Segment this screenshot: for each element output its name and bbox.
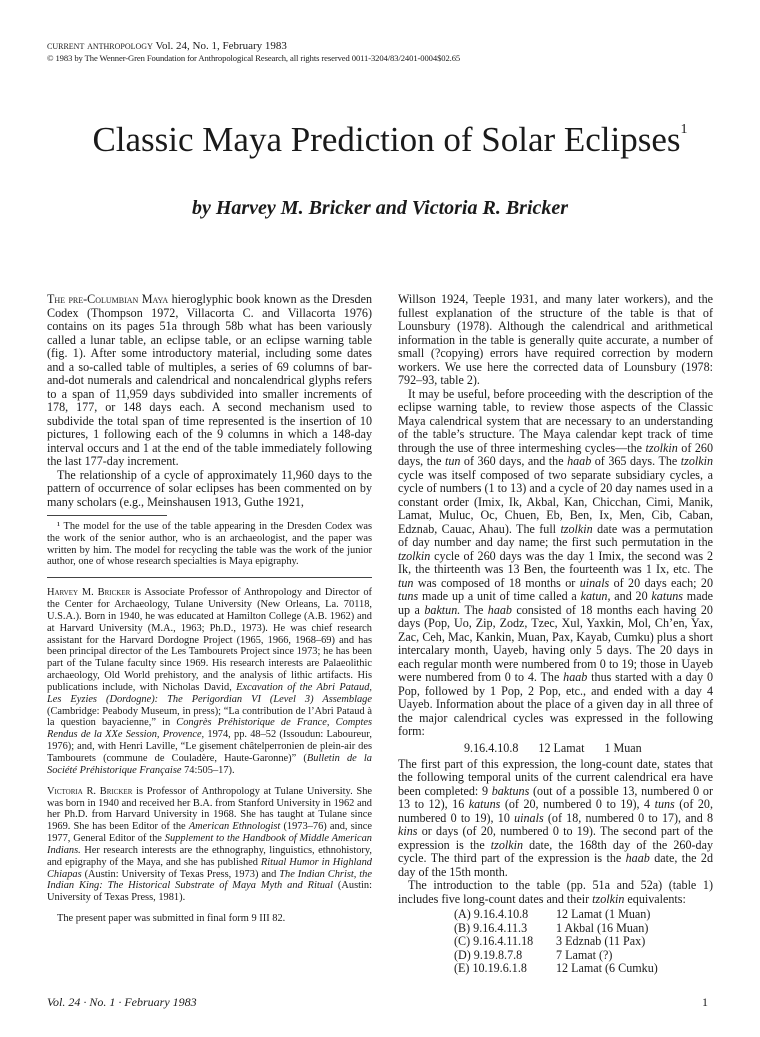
date-label: (C) 9.16.4.11.18 (454, 934, 534, 949)
left-column (47, 293, 372, 925)
date-row (454, 935, 658, 949)
intro-paragraph (47, 293, 372, 469)
footer-issue: Vol. 24 · No. 1 · February 1983 (47, 995, 197, 1009)
right-column (398, 293, 713, 976)
article-byline: by Harvey M. Bricker and Victoria R. Bricker (191, 197, 569, 219)
footnote: ¹ The model for the use of the table appearing in the Dresden Codex was the work of the senior author, who is an archaeologist, and the paper was written by him. The model for recycling the table was the work of the junior author, one of whose research specialties is Maya epigraphy. (47, 521, 372, 568)
date-example (464, 741, 713, 755)
article-title-text: Classic Maya Prediction of Solar Eclipses (92, 120, 681, 159)
example-haab: 1 Muan (604, 740, 642, 755)
journal-name: current anthropology (47, 40, 153, 52)
date-label: (A) 9.16.4.10.8 (454, 907, 529, 921)
author-bio-victoria: Victoria R. Bricker is Professor of Anthropology at Tulane University. She was born in 1940 and received her B.A. from Stanford University in 1962 and her Ph.D. from Harvard University in 1968. She has taught at Tulane since 1969. She has been Editor of the American Ethnologist (1973–76) and, since 1977, General Editor of the Supplement to the Handbook of Middle American Indians. Her research interests are the ethnography, linguistics, ethnohistory, and epigraphy of the Maya, and she has published Ritual Humor in Highland Chiapas (Austin: University of Texas Press, 1973) and The Indian Christ, the Indian King: The Historical Substrate of Maya Myth and Ritual (Austin: University of Texas Press, 1981). (47, 785, 372, 904)
article-title (0, 120, 760, 160)
date-label: (E) 10.19.6.1.8 (454, 961, 527, 976)
bio-name-harvey: Harvey M. Bricker (47, 587, 131, 599)
date-row (454, 908, 658, 922)
date-value: 12 Lamat (6 Cumku) (556, 961, 658, 976)
title-footnote-marker: 1 (680, 122, 688, 137)
date-value: 1 Akbal (16 Muan) (556, 920, 649, 935)
paragraph-long-count: The first part of this expression, the long-count date, states that the following temporal units of the current calendrical era have been completed: 9 baktuns (out of a possible 13, numbered 0 or 13 to 12), 16 katuns (of 20, numbered 0 to 19), 4 tuns (of 20, numbered 0 to 19), 10 uinals (of 18, numbered 0 to 17), and 8 kins or days (of 20, numbered 0 to 19). The second part of the expression is the tzolkin date, the 168th day of the 260-day cycle. The third part of the expression is the haab date, the 2d day of the 15th month. (398, 756, 714, 879)
footnote-rule (47, 515, 167, 516)
paragraph-calendar: It may be useful, before proceeding with the description of the eclipse warning table, to review those aspects of the Classic Maya calendrical system that are necessary to an understanding of the table’s structure. The Maya calendar kept track of time through the use of three intermeshing cycles—the tzolkin of 260 days, the tun of 360 days, and the haab of 365 days. The tzolkin cycle was itself composed of two separate subsidiary cycles, a cycle of numbers (1 to 13) and a cycle of 20 day names used in a constant order (Imix, Ik, Akbal, Kan, Chicchan, Cimi, Manik, Lamat, Muluc, Oc, Chuen, Eb, Ben, Ix, Men, Cib, Caban, Edznab, Cauac, Ahau). The full tzolkin date was a permutation of day number and day name; the first such permutation in the tzolkin cycle of 260 days was the day 1 Imix, the second was 2 Ik, the thirteenth was 13 Ben, the fourteenth was 1 Ix, etc. The tun was composed of 18 months or uinals of 20 days each; 20 tuns made up a unit of time called a katun, and 20 katuns made up a baktun. The haab consisted of 18 months each having 20 days (Pop, Uo, Zip, Zodz, Tzec, Xul, Yaxkin, Mol, Ch’en, Yax, Zac, Ceh, Mac, Kankin, Muan, Pax, Kayab, Cumku) plus a short intercalary month, Uayeb, having only 5 days. The 20 days in each regular month were numbered from 0 to 19; those in Uayeb were numbered from 0 to 4. The haab thus started with a day 0 Pop, followed by 1 Pop, 2 Pop, etc., and ended with a day 4 Uayeb. Information about the place of a given day in all three of the major calendrical cycles was expressed in the following form: (398, 386, 714, 738)
date-row (454, 922, 658, 936)
intro-smallcaps: The pre-Columbian Maya (47, 292, 169, 306)
paragraph-cycle: The relationship of a cycle of approximately 11,960 days to the pattern of occurrence of solar eclipses has been commented on by many scholars (e.g., Meinshausen 1913, Guthe 1921, (47, 467, 372, 509)
date-label: (B) 9.16.4.11.3 (454, 920, 528, 935)
long-count-dates-list (454, 908, 658, 976)
date-label: (D) 9.19.8.7.8 (454, 947, 523, 962)
journal-header (47, 40, 287, 52)
bio-name-victoria: Victoria R. Bricker (47, 785, 133, 797)
example-tzolkin: 12 Lamat (538, 740, 585, 755)
paragraph-introduction: The introduction to the table (pp. 51a and 52a) (table 1) includes five long-count dates and their tzolkin equivalents: (398, 878, 713, 906)
date-row (454, 962, 658, 976)
submission-note: The present paper was submitted in final form 9 III 82. (57, 913, 286, 925)
paragraph-lounsbury: Willson 1924, Teeple 1931, and many later workers), and the fullest explanation of the structure of the table is that of Lounsbury (1978). Although the calendrical and arithmetical information in the table is generally quite accurate, a number of small (?copying) errors have required correction by modern workers. We use here the corrected data of Lounsbury (1978: 792–93, table 2). (398, 292, 713, 387)
author-bio-harvey: Harvey M. Bricker is Associate Professor of Anthropology and Director of the Center for Archaeology, Tulane University (New Orleans, La. 70118, U.S.A.). Born in 1940, he was educated at Hamilton College (A.B. 1962) and at Harvard University (M.A., 1963; Ph.D., 1973). He was chief research assistant for the Harvard Dordogne Project (1965, 1966, 1968–69) and has been principal director of the Les Tambourets Project since 1973; he has been part of the Tulane faculty since 1969. His research interests are Palaeolithic archaeology, Old World prehistory, and the analysis of lithic artifacts. His publications include, with Nicholas David, Excavation of the Abri Pataud, Les Eyzies (Dordogne): The Perigordian VI (Level 3) Assemblage (Cambridge: Peabody Museum, in press); “La contribution de l’Abri Pataud à la question bayacienne,” in Congrès Préhistorique de France, Comptes Rendus de la XXe Session, Provence, 1974, pp. 48–52 (Issoudun: Laboureur, 1976); and, with Henri Laville, “Le gisement châtelperronien de plein-air des Tambourets (commune de Couladère, Haute-Garonne)” (Bulletin de la Société Préhistorique Française 74:505–17). (47, 587, 372, 776)
date-value: 12 Lamat (1 Muan) (556, 907, 651, 921)
date-row (454, 949, 658, 963)
copyright-line: © 1983 by The Wenner-Gren Foundation for Anthropological Research, all rights reserved 0011-3204/83/2401-0004$02.65 (47, 53, 461, 63)
journal-issue: Vol. 24, No. 1, February 1983 (155, 40, 287, 52)
date-value: 7 Lamat (?) (556, 947, 613, 962)
page-number: 1 (702, 995, 708, 1009)
date-value: 3 Edznab (11 Pax) (556, 934, 646, 949)
example-long-count: 9.16.4.10.8 (464, 740, 519, 755)
intro-text: hieroglyphic book known as the Dresden Codex (Thompson 1972, Villacorta C. and Villacorta 1976) contains on its pages 51a through 58b what has been variously called a lunar table, an eclipse table, or an eclipse warning table (fig. 1). After some introductory material, including some dates and a so-called table of multiples, a series of 69 columns of bar-and-dot numerals and calendrical and noncalendrical glyphs refers to a span of 11,959 days subdivided into smaller increments of 178, 177, or 148 days each. A second mechanism used to subdivide the total span of time represented is the insertion of 10 pictures, 1 following each of the 9 columns in which a 148-day interval occurs and 1 at the end of the table immediately following the last 177-day increment. (47, 292, 372, 468)
bio-rule (47, 577, 372, 578)
